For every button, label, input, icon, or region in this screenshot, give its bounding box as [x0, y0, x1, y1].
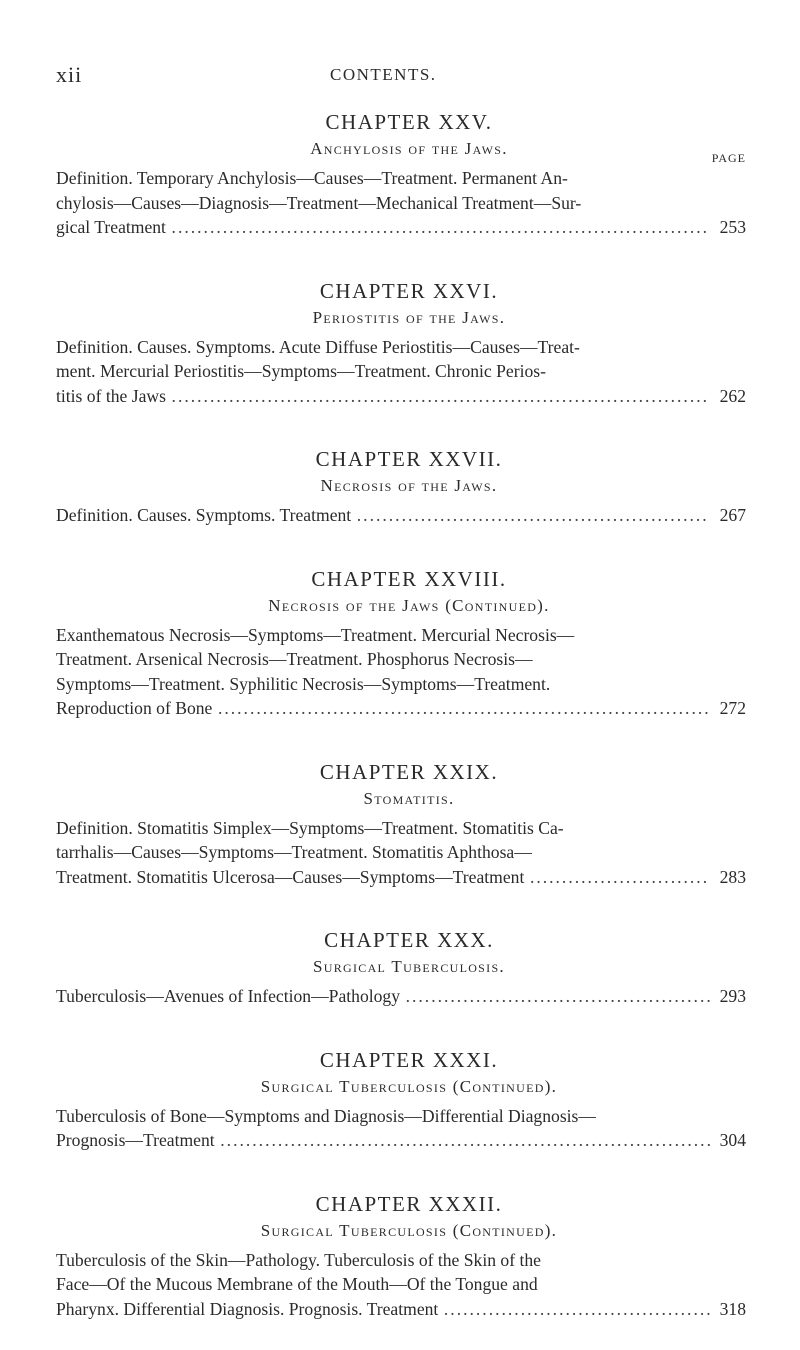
- chapter-31: [56, 1046, 746, 1153]
- page-reference: 318: [719, 1298, 746, 1319]
- dot-leader: [216, 696, 710, 721]
- chapter-26: [56, 277, 746, 409]
- chapter-subtitle: Surgical Tuberculosis.: [313, 957, 505, 976]
- entry-text: Prognosis—Treatment: [56, 1130, 215, 1150]
- chapter-title: CHAPTER XXX.: [324, 928, 494, 952]
- dot-leader: [442, 1297, 710, 1322]
- dot-leader: [170, 215, 710, 240]
- chapter-32: [56, 1190, 746, 1322]
- chapter-title: CHAPTER XXXI.: [319, 1047, 499, 1072]
- dot-leader: [355, 503, 710, 528]
- page-reference: 272: [719, 698, 746, 718]
- entry-last-line: [56, 865, 746, 890]
- entry-last-line: [56, 215, 746, 240]
- entry-line: tarrhalis—Causes—Symptoms—Treatment. Stomatitis Aphthosa—: [56, 842, 532, 862]
- table-of-contents: [56, 108, 746, 1321]
- entry-text: titis of the Jaws: [56, 385, 166, 406]
- entry-line: Definition. Causes. Symptoms. Acute Diffuse Periostitis—Causes—Treat-: [56, 336, 580, 357]
- entry-last-line: [56, 384, 746, 409]
- chapter-title: CHAPTER XXIX.: [319, 759, 499, 784]
- page-column-label: PAGE: [711, 151, 746, 165]
- chapter-entry: [56, 1104, 746, 1153]
- page-number: xii: [56, 62, 83, 87]
- entry-text: Tuberculosis—Avenues of Infection—Pathology: [56, 986, 401, 1006]
- chapter-title: CHAPTER XXVIII.: [311, 566, 507, 591]
- entry-last-line: [56, 1128, 746, 1153]
- chapter-entry: [56, 816, 746, 890]
- chapter-subtitle: Necrosis of the Jaws (Continued).: [268, 595, 550, 615]
- entry-line: Tuberculosis of Bone—Symptoms and Diagnosis—Differential Diagnosis—: [56, 1105, 597, 1126]
- chapter-subtitle: Periostitis of the Jaws.: [312, 307, 506, 327]
- page-reference: 267: [719, 505, 746, 525]
- entry-last-line: [56, 503, 746, 528]
- page-reference: 283: [719, 866, 746, 887]
- entry-text: gical Treatment: [56, 217, 166, 237]
- entry-text: Treatment. Stomatitis Ulcerosa—Causes—Symptoms—Treatment: [56, 866, 525, 887]
- chapter-subtitle: Anchylosis of the Jaws.: [310, 139, 508, 158]
- chapter-subtitle: Stomatitis.: [363, 788, 455, 808]
- chapter-entry: [56, 1248, 746, 1322]
- chapter-30: [56, 926, 746, 1009]
- entry-line: Tuberculosis of the Skin—Pathology. Tuberculosis of the Skin of the: [56, 1249, 541, 1270]
- dot-leader: [170, 384, 710, 409]
- chapter-entry: [56, 166, 746, 240]
- entry-line: Definition. Stomatitis Simplex—Symptoms—Treatment. Stomatitis Ca-: [56, 817, 564, 838]
- entry-line: Definition. Temporary Anchylosis—Causes—Treatment. Permanent An-: [56, 168, 568, 188]
- chapter-entry: [56, 984, 746, 1009]
- entry-text: Pharynx. Differential Diagnosis. Prognosis. Treatment: [56, 1298, 439, 1319]
- entry-last-line: [56, 696, 746, 721]
- chapter-27: [56, 445, 746, 528]
- chapter-title: CHAPTER XXV.: [325, 110, 493, 134]
- entry-line: Treatment. Arsenical Necrosis—Treatment. Phosphorus Necrosis—: [56, 649, 533, 669]
- chapter-subtitle: Surgical Tuberculosis (Continued).: [260, 1220, 558, 1240]
- dot-leader: [219, 1128, 710, 1153]
- chapter-title: CHAPTER XXVII.: [315, 447, 503, 471]
- dot-leader: [404, 984, 710, 1009]
- chapter-entry: [56, 623, 746, 721]
- chapter-28: [56, 565, 746, 721]
- entry-last-line: [56, 984, 746, 1009]
- entry-line: Face—Of the Mucous Membrane of the Mouth—Of the Tongue and: [56, 1274, 538, 1294]
- page-reference: 304: [719, 1130, 746, 1150]
- chapter-subtitle: Necrosis of the Jaws.: [320, 476, 498, 495]
- page-header: [56, 62, 746, 86]
- entry-line: chylosis—Causes—Diagnosis—Treatment—Mechanical Treatment—Sur-: [56, 192, 582, 213]
- entry-line: Symptoms—Treatment. Syphilitic Necrosis—Symptoms—Treatment.: [56, 673, 551, 694]
- chapter-entry: [56, 503, 746, 528]
- entry-line: ment. Mercurial Periostitis—Symptoms—Treatment. Chronic Perios-: [56, 361, 546, 381]
- chapter-title: CHAPTER XXXII.: [315, 1191, 503, 1216]
- page-reference: 293: [719, 986, 746, 1006]
- chapter-25: [56, 108, 746, 240]
- entry-text: Reproduction of Bone: [56, 698, 213, 718]
- running-head: CONTENTS.: [330, 65, 437, 84]
- dot-leader: [528, 865, 710, 890]
- page-reference: 262: [719, 385, 746, 406]
- entry-text: Definition. Causes. Symptoms. Treatment: [56, 505, 352, 525]
- entry-line: Exanthematous Necrosis—Symptoms—Treatment. Mercurial Necrosis—: [56, 624, 575, 645]
- entry-last-line: [56, 1297, 746, 1322]
- chapter-entry: [56, 335, 746, 409]
- chapter-title: CHAPTER XXVI.: [319, 278, 499, 303]
- chapter-subtitle: Surgical Tuberculosis (Continued).: [260, 1076, 558, 1096]
- page-reference: 253: [719, 217, 746, 237]
- chapter-29: [56, 758, 746, 890]
